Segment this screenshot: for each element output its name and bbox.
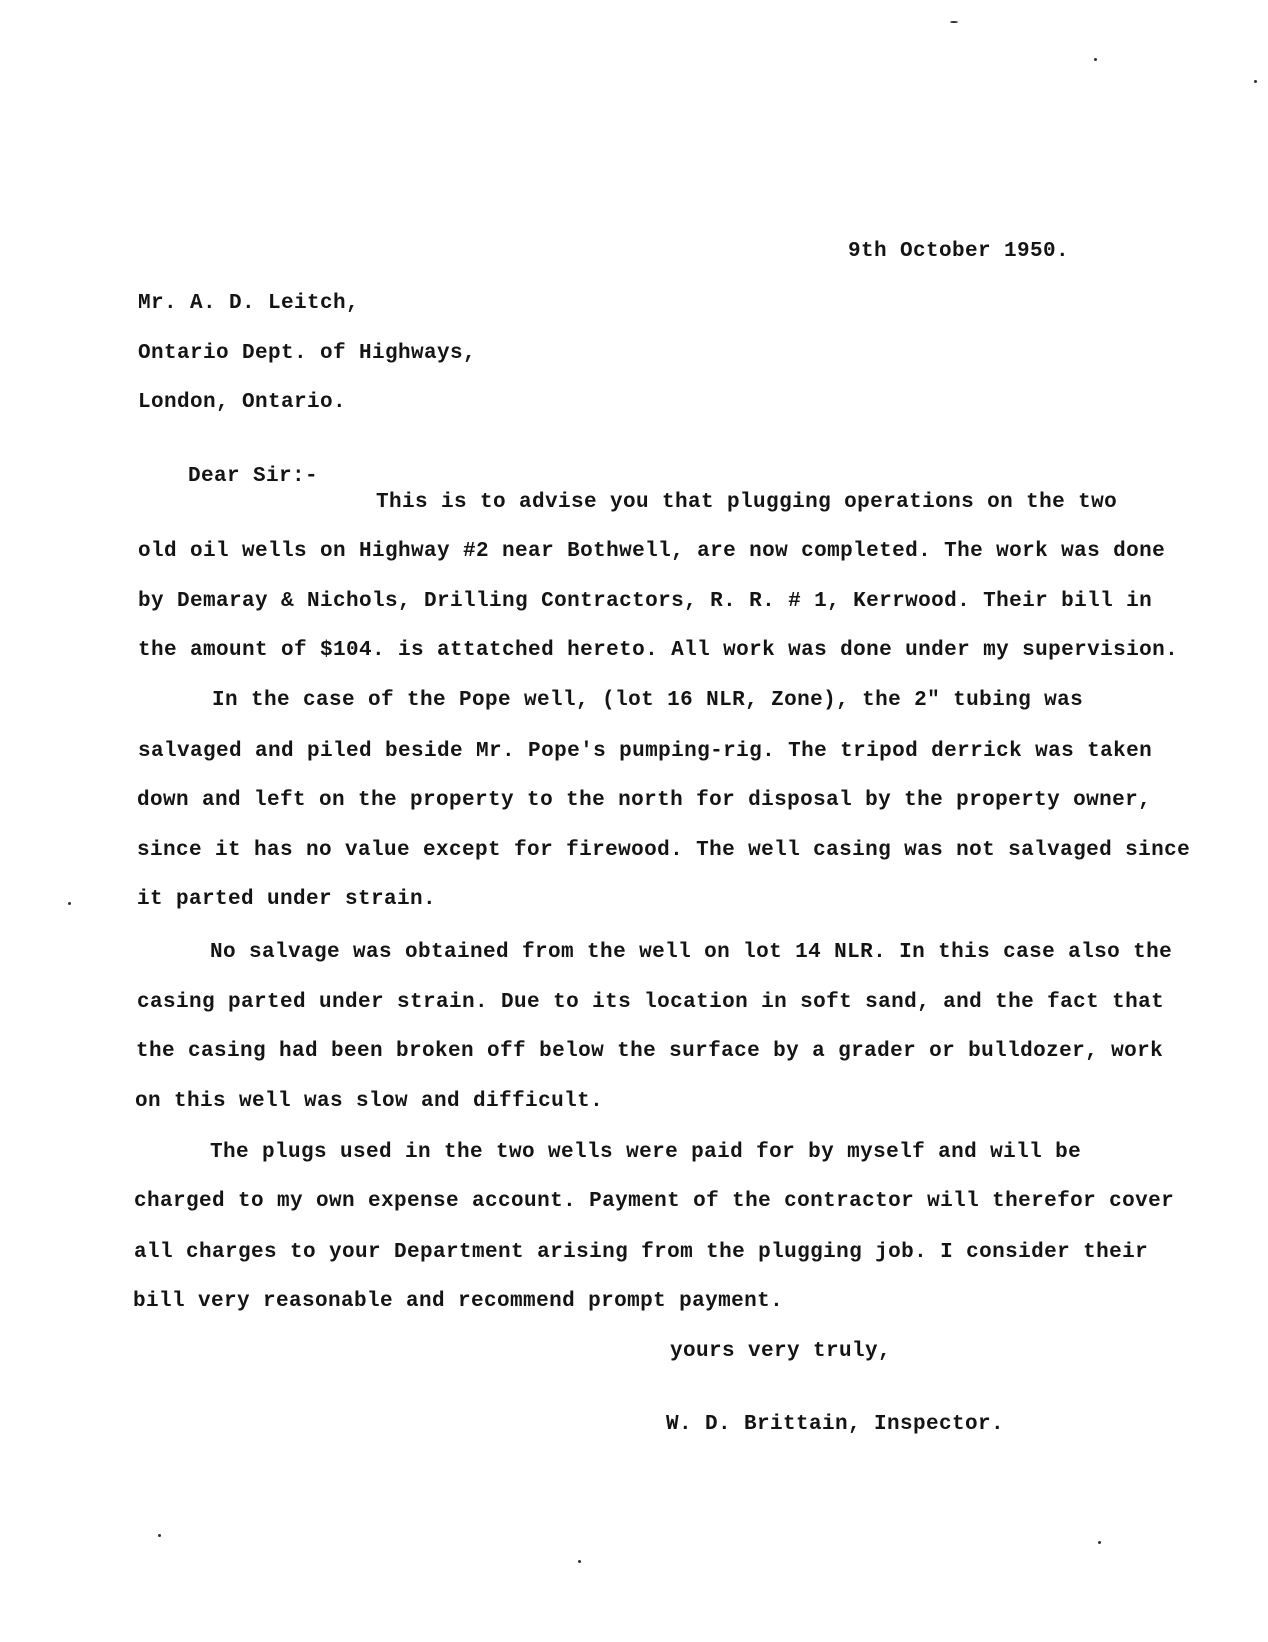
paragraph-line: since it has no value except for firewood. The well casing was not salvaged since <box>137 839 1191 862</box>
paragraph-line: In the case of the Pope well, (lot 16 NLR, Zone), the 2" tubing was <box>212 689 1084 712</box>
paragraph-line: the amount of $104. is attatched hereto. All work was done under my supervision. <box>138 639 1179 662</box>
paragraph-line: all charges to your Department arising from the plugging job. I consider their <box>134 1241 1149 1264</box>
salutation: Dear Sir:- <box>188 465 319 488</box>
scan-speck <box>1254 80 1257 83</box>
closing: yours very truly, <box>670 1340 892 1363</box>
paragraph-line: it parted under strain. <box>137 888 437 911</box>
paragraph-line: on this well was slow and difficult. <box>135 1090 604 1113</box>
scan-speck <box>578 1560 581 1563</box>
paragraph-line: No salvage was obtained from the well on lot 14 NLR. In this case also the <box>210 941 1173 964</box>
paragraph-line: This is to advise you that plugging operations on the two <box>376 491 1118 514</box>
recipient-name: Mr. A. D. Leitch, <box>138 292 360 315</box>
paragraph-line: casing parted under strain. Due to its location in soft sand, and the fact that <box>137 991 1165 1014</box>
signature-line: W. D. Brittain, Inspector. <box>666 1413 1005 1436</box>
paragraph-line: salvaged and piled beside Mr. Pope's pumping-rig. The tripod derrick was taken <box>138 740 1153 763</box>
scan-speck <box>1094 58 1097 61</box>
scan-speck <box>1098 1541 1101 1544</box>
scan-speck <box>950 21 958 23</box>
scan-speck <box>158 1534 161 1537</box>
paragraph-line: bill very reasonable and recommend prompt payment. <box>133 1290 784 1313</box>
recipient-city: London, Ontario. <box>138 391 347 414</box>
letter-date: 9th October 1950. <box>848 240 1070 263</box>
paragraph-line: by Demaray & Nichols, Drilling Contractors, R. R. # 1, Kerrwood. Their bill in <box>138 590 1153 613</box>
paragraph-line: old oil wells on Highway #2 near Bothwell, are now completed. The work was done <box>138 540 1166 563</box>
paragraph-line: the casing had been broken off below the surface by a grader or bulldozer, work <box>136 1040 1164 1063</box>
scan-speck <box>68 902 71 905</box>
recipient-organization: Ontario Dept. of Highways, <box>138 342 477 365</box>
paragraph-line: The plugs used in the two wells were paid for by myself and will be <box>210 1141 1082 1164</box>
paragraph-line: charged to my own expense account. Payment of the contractor will therefor cover <box>134 1190 1175 1213</box>
paragraph-line: down and left on the property to the north for disposal by the property owner, <box>137 789 1152 812</box>
